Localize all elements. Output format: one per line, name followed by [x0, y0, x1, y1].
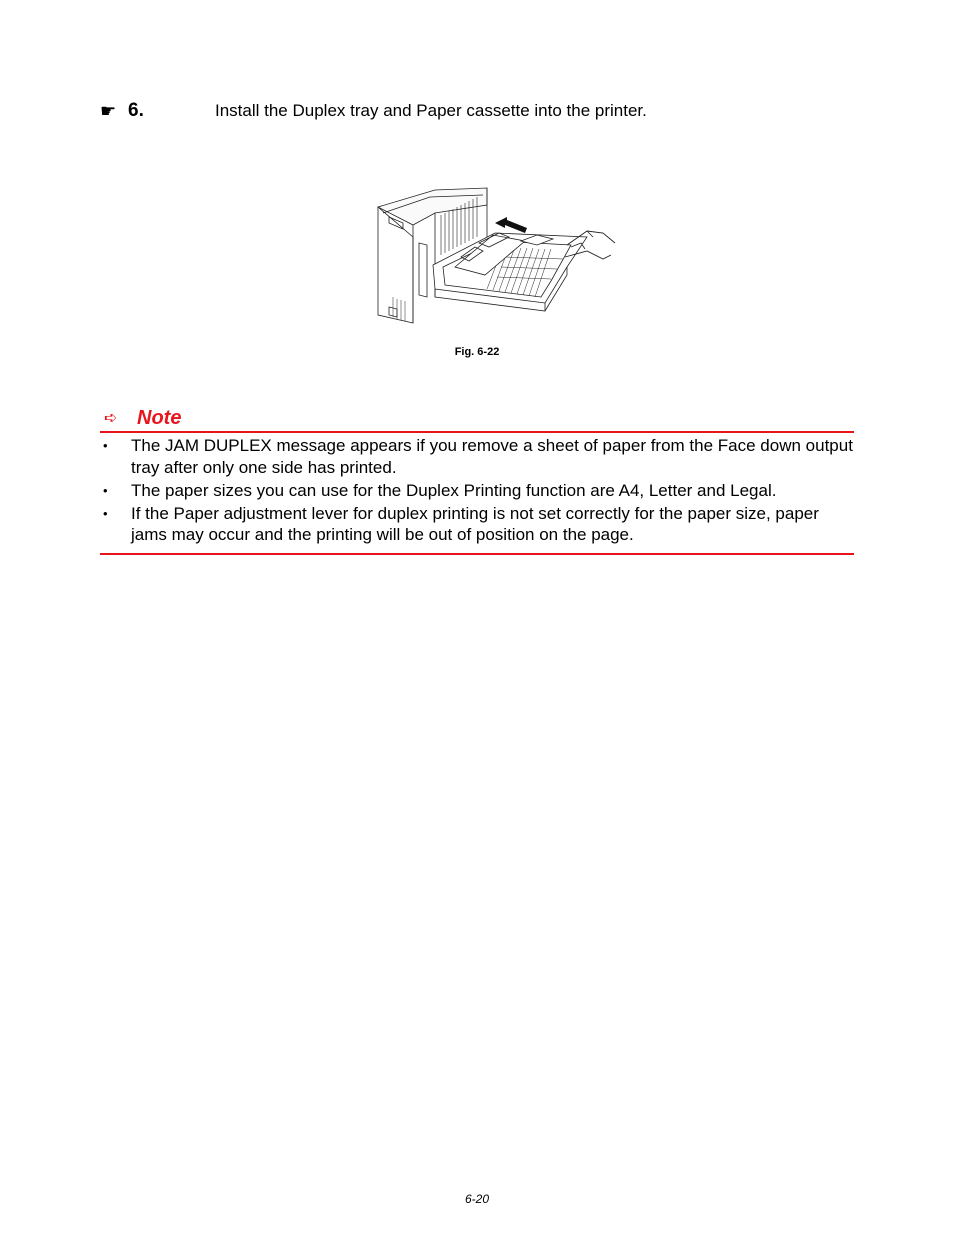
printer-duplex-tray-illustration [375, 185, 620, 325]
step-6 [100, 98, 860, 126]
page-number: 6-20 [464, 1192, 490, 1206]
list-item [100, 435, 854, 478]
note-list [100, 435, 854, 547]
figure-caption: Fig. 6-22 [454, 346, 500, 358]
step-number: 6. [128, 100, 144, 121]
note-bottom-divider [100, 553, 854, 555]
note-item-text: The JAM DUPLEX message appears if you remove a sheet of paper from the Face down output tray after only one side has printed. [131, 436, 853, 477]
bullet-icon: • [103, 505, 108, 521]
note-arrow-icon: ➪ [104, 410, 118, 427]
step-instruction: Install the Duplex tray and Paper cassette into the printer. [215, 101, 647, 120]
pointing-hand-icon: ☛ [100, 101, 117, 121]
list-item [100, 480, 854, 502]
note-top-divider [100, 431, 854, 433]
note-item-text: The paper sizes you can use for the Duplex Printing function are A4, Letter and Legal. [131, 480, 777, 500]
note-item-text: If the Paper adjustment lever for duplex printing is not set correctly for the paper size, paper jams may occur and the printing will be out of position on the page. [131, 503, 819, 544]
note-title: Note [137, 407, 182, 429]
bullet-icon: • [103, 438, 108, 453]
bullet-icon: • [103, 482, 108, 498]
list-item [100, 503, 854, 546]
